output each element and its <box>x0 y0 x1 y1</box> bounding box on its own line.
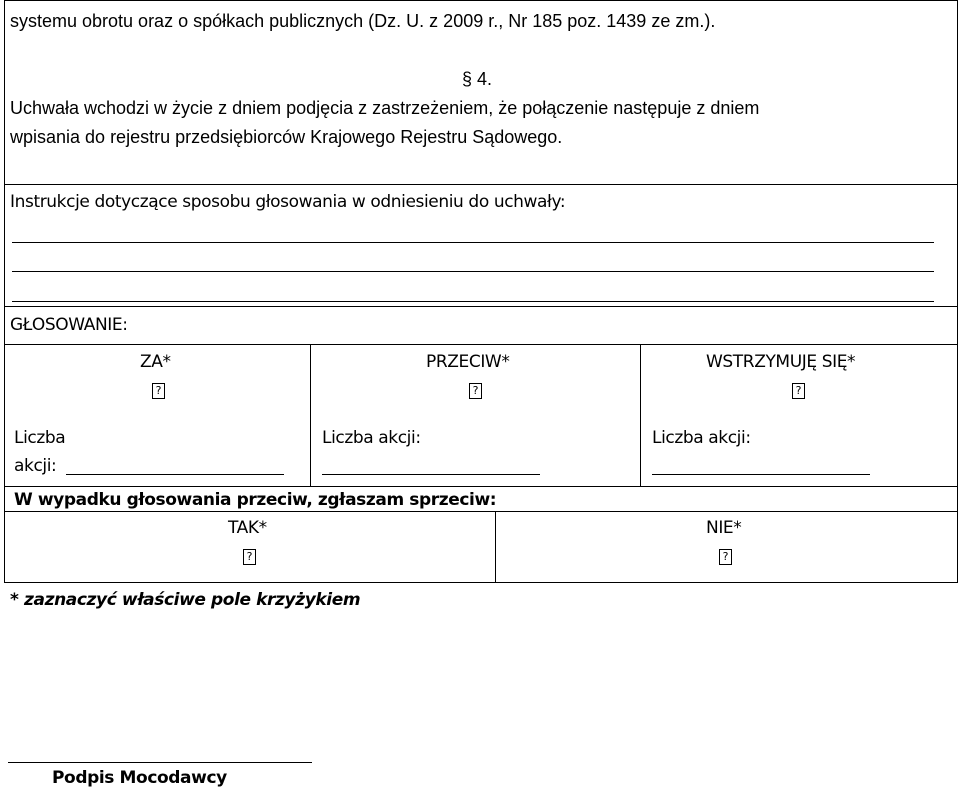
section-mark: § 4. <box>462 69 493 89</box>
instructions-line-2[interactable] <box>12 271 934 272</box>
vote-for-checkbox[interactable]: ? <box>152 383 165 399</box>
row-divider <box>4 184 958 185</box>
column-divider <box>640 344 641 487</box>
instructions-line-1[interactable] <box>12 242 934 243</box>
shares-abstain-field[interactable] <box>652 474 870 475</box>
vote-abstain-checkbox[interactable]: ? <box>792 383 805 399</box>
voting-label: GŁOSOWANIE: <box>10 315 128 335</box>
objection-label: W wypadku głosowania przeciw, zgłaszam sprzeciw: <box>14 490 497 510</box>
shares-for-label-1: Liczba <box>14 428 66 448</box>
vote-for-label: ZA* <box>140 352 171 372</box>
vote-abstain-label: WSTRZYMUJĘ SIĘ* <box>706 352 856 372</box>
law-reference: systemu obrotu oraz o spółkach publicznych (Dz. U. z 2009 r., Nr 185 poz. 1439 ze zm.). <box>10 11 716 31</box>
objection-no-checkbox[interactable]: ? <box>719 549 732 565</box>
column-divider <box>495 511 496 583</box>
signature-label: Podpis Mocodawcy <box>52 768 227 788</box>
objection-yes-checkbox[interactable]: ? <box>243 549 256 565</box>
shares-abstain-label: Liczba akcji: <box>652 428 751 448</box>
shares-for-field[interactable] <box>66 474 284 475</box>
shares-for-label-2: akcji: <box>14 456 57 476</box>
footnote: * zaznaczyć właściwe pole krzyżykiem <box>10 590 361 610</box>
row-divider <box>4 511 958 512</box>
row-divider <box>4 486 958 487</box>
objection-no-label: NIE* <box>706 518 742 538</box>
row-divider <box>4 344 958 345</box>
instructions-line-3[interactable] <box>12 301 934 302</box>
signature-line[interactable] <box>8 762 312 763</box>
objection-yes-label: TAK* <box>228 518 267 538</box>
vote-against-label: PRZECIW* <box>426 352 510 372</box>
resolution-text-line2: wpisania do rejestru przedsiębiorców Krajowego Rejestru Sądowego. <box>10 127 563 147</box>
vote-against-checkbox[interactable]: ? <box>469 383 482 399</box>
shares-against-label: Liczba akcji: <box>322 428 421 448</box>
column-divider <box>310 344 311 487</box>
resolution-text-line1: Uchwała wchodzi w życie z dniem podjęcia z zastrzeżeniem, że połączenie następuje z dniem <box>10 98 760 118</box>
instructions-label: Instrukcje dotyczące sposobu głosowania w odniesieniu do uchwały: <box>10 192 566 212</box>
shares-against-field[interactable] <box>322 474 540 475</box>
row-divider <box>4 306 958 307</box>
